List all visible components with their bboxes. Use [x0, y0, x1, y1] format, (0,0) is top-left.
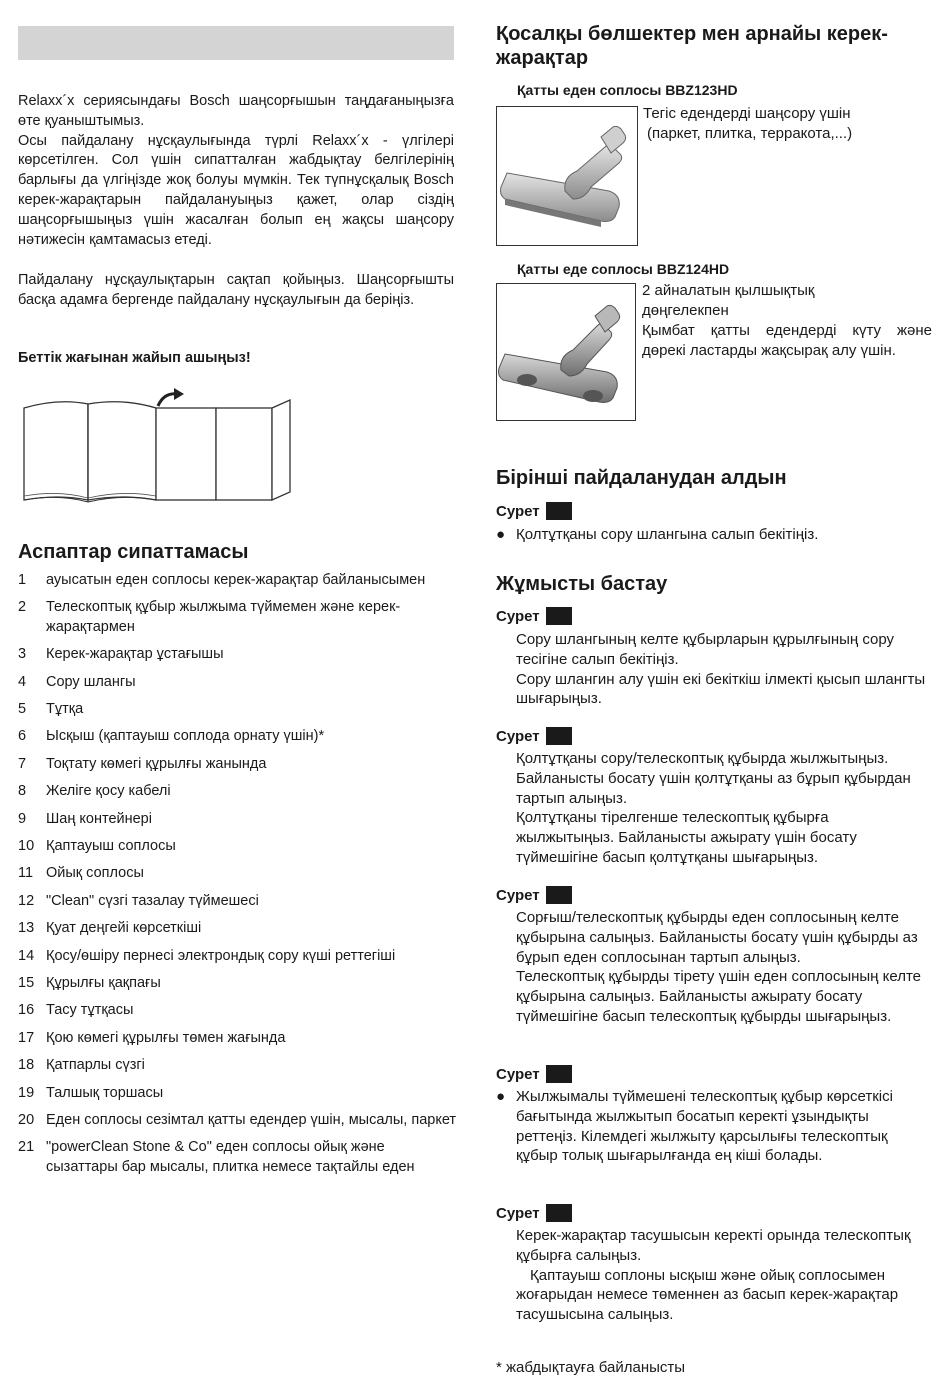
- bullet-icon: ●: [496, 526, 506, 543]
- item-text: ауысатын еден соплосы керек-жарақтар байланысымен: [46, 572, 426, 588]
- item-text: Тұтқа: [46, 701, 84, 718]
- figure-label-text: Сурет: [496, 608, 540, 625]
- item-number: 21: [18, 1139, 35, 1156]
- before-use-step: [496, 525, 936, 545]
- item-text: Ойық соплосы: [46, 865, 144, 882]
- list-item: [18, 810, 458, 830]
- item-number: 4: [18, 673, 27, 690]
- item-number: 1: [18, 572, 27, 588]
- floor-nozzle-icon: [497, 284, 635, 420]
- item-number: 20: [18, 1111, 35, 1128]
- step-text: Жылжымалы түймешені телескоптық құбыр көрсеткісі бағытында жылжытып босатып керекті ұзындықты реттеңіз. Кілемдегі жылжыту қарсылығы телескоптық құбыр толық шығарылғанда ең кіші болады.: [516, 1088, 893, 1165]
- bullet-icon: ●: [496, 1088, 506, 1105]
- before-use-title: Бірінші пайдаланудан алдын: [496, 467, 787, 489]
- figure-label: [496, 1065, 572, 1083]
- step-text: Қолтұтқаны сору/телескоптық құбырда жылжытыңыз. Байланысты босату үшін қолтұтқаны аз бұрып құбырдан тартып алыңыз.: [516, 750, 911, 807]
- figure-ref-box: [546, 886, 572, 904]
- list-item: [18, 700, 458, 720]
- accessory-2-line-1: 2 айналатын қылшықтық: [642, 282, 815, 299]
- step-text: Қолтұтқаны тірелгенше телескоптық құбырға жылжытыңыз. Байланысты ажырату үшін босату түймешігіне басып қолтұтқаны шығарыңыз.: [516, 809, 857, 866]
- figure-label-text: Сурет: [496, 887, 540, 904]
- item-text: Керек-жарақтар ұстағышы: [46, 646, 224, 663]
- parts-list: [18, 571, 458, 1185]
- start-step-5: [496, 1226, 932, 1325]
- figure-label-text: Сурет: [496, 728, 540, 745]
- item-text: Қою көмегі құрылғы төмен жағында: [46, 1029, 286, 1046]
- step-text: Қаптауыш соплоны ысқыш және ойық соплосымен жоғарыдан немесе төменнен аз басып керек-жарақтар тасушысына салыңыз.: [516, 1266, 899, 1324]
- item-text: Сору шлангы: [46, 673, 136, 690]
- figure-ref-box: [546, 727, 572, 745]
- item-number: 14: [18, 947, 35, 964]
- item-text: Қатпарлы сүзгі: [46, 1057, 145, 1074]
- list-item: [18, 673, 458, 693]
- intro-text: [18, 92, 454, 250]
- item-text: Талшық торшасы: [46, 1084, 164, 1101]
- unfold-book-illustration: [18, 388, 294, 508]
- list-item: [18, 1029, 458, 1049]
- list-item: [18, 892, 458, 912]
- start-step-2: [496, 749, 930, 868]
- item-number: 17: [18, 1029, 35, 1046]
- list-item: [18, 571, 458, 591]
- item-number: 2: [18, 599, 27, 616]
- figure-ref-box: [546, 1065, 572, 1083]
- figure-label: [496, 727, 572, 745]
- figure-ref-box: [546, 607, 572, 625]
- list-item: [18, 919, 458, 939]
- figure-label-text: Сурет: [496, 503, 540, 520]
- step-text: Сору шлангин алу үшін екі бекіткіш ілмекті қысып шлангты шығарыңыз.: [516, 670, 926, 708]
- accessory-1-heading: Қатты еден соплосы BBZ123HD: [517, 82, 738, 98]
- list-item: [18, 947, 458, 967]
- item-number: 3: [18, 646, 27, 663]
- item-text: "powerClean Stone & Co" еден соплосы ойық және сызаттары бар мысалы, плитка немесе тақтайлы еден: [46, 1139, 415, 1175]
- list-item: [18, 645, 458, 665]
- intro-paragraph-1: Relaxx´x сериясындағы Bosch шаңсорғышын таңдағаныңызға өте қуаныштымыз.: [18, 93, 454, 129]
- list-item: [18, 864, 458, 884]
- accessory-2-line-3: Қымбат қатты едендерді күту және дөрекі ластарды жақсырақ алу үшін.: [642, 322, 932, 359]
- item-number: 18: [18, 1057, 35, 1074]
- item-number: 8: [18, 783, 27, 800]
- header-bar: [18, 26, 454, 60]
- item-text: Қуат деңгейі көрсеткіші: [46, 920, 202, 937]
- item-text: Құрылғы қақпағы: [46, 974, 161, 991]
- item-text: Тасу тұтқасы: [46, 1002, 134, 1019]
- item-text: Қаптауыш соплосы: [46, 838, 176, 855]
- accessory-1-line-2: (паркет, плитка, терракота,...): [647, 125, 853, 142]
- item-number: 9: [18, 810, 27, 827]
- accessory-2-heading: Қатты еде соплосы BBZ124HD: [517, 261, 730, 277]
- step-text: Телескоптық құбырды тірету үшін еден соплосының келте құбырына салыңыз. Байланысты ажырату босату түймешігіне басып телескоптық құбырды шығарыңыз.: [516, 968, 922, 1025]
- item-number: 10: [18, 838, 35, 855]
- before-use-text: Қолтұтқаны сору шлангына салып бекітіңіз.: [516, 526, 819, 543]
- list-item: [18, 755, 458, 775]
- intro-paragraph-2: Осы пайдалану нұсқаулығында түрлі Relaxx´x - үлгілері көрсетілген. Сол үшін сипатталған жабдықтау белгілерінің барлығы да үлгіңізде жоқ болуы мүмкін. Тек түпнұсқалық Bosch керек-жарақтарын пайдалануыңыз қажет, олар сіздің шаңсорғышыңыз үшін жасалған болып ең жақсы шаңсору нәтижесін қамтамасыз етеді.: [18, 132, 454, 248]
- rotating-brush-nozzle-image: [496, 283, 636, 421]
- item-number: 16: [18, 1002, 35, 1019]
- start-step-1: [496, 630, 936, 709]
- item-number: 5: [18, 701, 27, 718]
- item-text: Ысқыш (қаптауыш соплода орнату үшін)*: [46, 728, 325, 745]
- item-text: Шаң контейнері: [46, 810, 152, 827]
- item-text: Қосу/өшіру пернесі электрондық сору күші реттегіші: [46, 947, 396, 964]
- figure-label: [496, 607, 572, 625]
- list-item: [18, 1111, 458, 1131]
- item-number: 7: [18, 755, 27, 772]
- unfold-note: Беттік жағынан жайып ашыңыз!: [18, 350, 251, 366]
- item-number: 11: [18, 865, 34, 882]
- list-item: [18, 1056, 458, 1076]
- figure-label-text: Сурет: [496, 1205, 540, 1222]
- description-title: Аспаптар сипаттамасы: [18, 541, 249, 563]
- item-number: 13: [18, 920, 35, 937]
- start-title: Жұмысты бастау: [496, 573, 668, 595]
- item-text: Еден соплосы сезімтал қатты едендер үшін, мысалы, паркет: [46, 1111, 457, 1128]
- step-text: Сору шлангының келте құбырларын құрылғының сору тесігіне салып бекітіңіз.: [516, 631, 895, 668]
- figure-ref-box: [546, 1204, 572, 1222]
- start-step-3: [496, 908, 936, 1027]
- step-text: Керек-жарақтар тасушысын керекті орында телескоптық құбырға салыңыз.: [516, 1227, 911, 1264]
- step-text: Сорғыш/телескоптық құбырды еден соплосының келте құбырына салыңыз. Байланысты босату үшін құбырды аз бұрып еден соплосынан тартып алыңыз.: [516, 909, 918, 966]
- item-number: 19: [18, 1084, 35, 1101]
- start-step-4: [496, 1087, 932, 1166]
- item-number: 15: [18, 974, 35, 991]
- keep-instructions-note: [18, 271, 454, 311]
- keep-note-text: Пайдалану нұсқаулықтарын сақтап қойыңыз. Шаңсорғышты басқа адамға бергенде пайдалану нұсқаулығын да беріңіз.: [18, 272, 454, 308]
- list-item: [18, 974, 458, 994]
- hard-floor-nozzle-image: [496, 106, 638, 246]
- figure-label: [496, 502, 572, 520]
- item-number: 6: [18, 728, 27, 745]
- item-text: "Clean" сүзгі тазалау түймешесі: [46, 892, 259, 909]
- list-item: [18, 1138, 458, 1177]
- list-item: [18, 1084, 458, 1104]
- item-number: 12: [18, 892, 35, 909]
- figure-label: [496, 886, 572, 904]
- list-item: [18, 1001, 458, 1021]
- list-item: [18, 598, 458, 637]
- accessory-2-line-2: дөңгелекпен: [642, 302, 729, 319]
- list-item: [18, 837, 458, 857]
- item-text: Телескоптық құбыр жылжыма түймемен және керек-жарақтармен: [46, 599, 401, 635]
- footnote: * жабдықтауға байланысты: [496, 1359, 686, 1376]
- figure-ref-box: [546, 502, 572, 520]
- floor-nozzle-icon: [497, 107, 637, 245]
- item-text: Желіге қосу кабелі: [46, 783, 171, 800]
- figure-label-text: Сурет: [496, 1066, 540, 1083]
- figure-label: [496, 1204, 572, 1222]
- accessory-1-line-1: Тегіс едендерді шаңсору үшін: [643, 105, 851, 122]
- list-item: [18, 727, 458, 747]
- accessories-title: Қосалқы бөлшектер мен арнайы керек-жарақтар: [496, 23, 888, 69]
- item-text: Тоқтату көмегі құрылғы жанында: [46, 755, 267, 772]
- list-item: [18, 782, 458, 802]
